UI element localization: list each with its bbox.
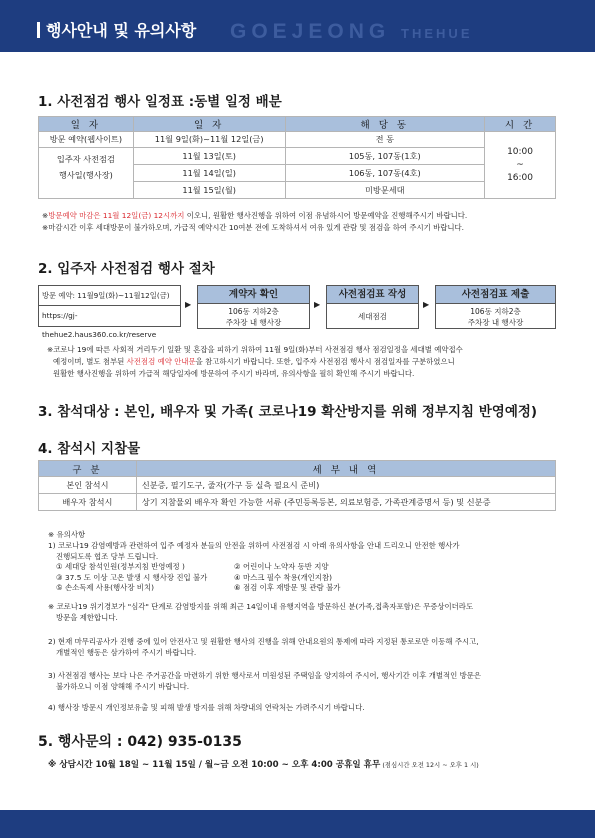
section1-note: ※방문예약 마감은 11월 12일(금) 12시까지 이오니, 원활한 행사진행을 위하여 이점 유념하시어 방문예약을 진행해주시기 바랍니다.: [42, 211, 468, 220]
caution-3: 3) 사전점검 행사는 보다 나은 주거공간을 마련하기 위한 행사로서 미원성된 주택임을 양지하여 주시어, 행사기간 이후 개별적인 방문은 불가하오니 이점 양해해 주시기 바랍니다.: [48, 671, 482, 691]
brand-logo: GOEJEONG THEHUE: [230, 20, 473, 43]
step-checklist-write: 사전점검표 작성 세대점검: [326, 285, 419, 329]
caution-4: 4) 행사장 방문시 개인정보유출 및 피해 발생 방지를 위해 차량내의 연락처는 가려주시기 바랍니다.: [48, 703, 365, 712]
section1-note: ※마감시간 이후 세대방문이 불가하오며, 가급적 예약시간 10여분 전에 도착하셔서 여유 있게 관람 및 점검을 하여 주시기 바랍니다.: [42, 223, 464, 232]
section2-note: ※코로나 19에 따른 사회적 거리두기 일환 및 혼잡을 피하기 위하여 11월 9일(화)부터 사전점검 행사 점검일정을 세대별 예약접수 예정이며, 별도 첨부된 사전점검 예약 안내문을 참고하시기 바랍니다. 또한, 입주자 사전점검 행사시 점검일자를 구분하였으니 원활한 행사진행을 위하여 가급적 해당일자에 방문하여 주시기 바라며, 유의사항을 필히 확인해 주시기 바랍니다.: [47, 345, 463, 378]
section4-title: 4. 참석시 지참물: [38, 441, 141, 457]
arrow-icon: ▶: [423, 300, 430, 309]
col-header: 일 자: [133, 117, 285, 132]
table-cell: 전 동: [285, 132, 485, 148]
table-cell: 입주자 사전점검 행사일(행사장): [39, 148, 134, 199]
time-cell: 10:00 ~ 16:00: [485, 132, 556, 199]
reserve-url[interactable]: https://gj-thehue2.haus360.co.kr/reserve: [39, 305, 180, 344]
items-table: [38, 460, 556, 511]
consult-hours: ※ 상담시간 10월 18일 ~ 11월 15일 / 월~금 오전 10:00 ~ 오후 4:00 공휴일 휴무 (점심시간 오전 12시 ~ 오후 1 시): [48, 760, 479, 770]
col-header: 시 간: [485, 117, 556, 132]
arrow-icon: ▶: [314, 300, 321, 309]
cautions-heading: ※ 유의사항: [48, 530, 86, 539]
header-banner: [0, 0, 595, 52]
section3-title: 3. 참석대상 : 본인, 배우자 및 가족( 코로나19 확산방지를 위해 정부지침 반영예정): [38, 404, 538, 420]
footer-bar: [0, 810, 595, 838]
table-cell: 신분증, 필기도구, 줄자(가구 등 실측 필요시 준비): [136, 477, 555, 494]
col-header: 구 분: [39, 461, 137, 477]
col-header: 일 자: [39, 117, 134, 132]
caution-2: 2) 현재 마무리공사가 진행 중에 있어 안전사고 및 원활한 행사의 진행을 위해 안내요원의 통제에 따라 지정된 통로로만 이동해 주시고, 개별적인 행동은 삼가하여 주시기 바랍니다.: [48, 637, 479, 657]
table-cell: 미방문세대: [285, 182, 485, 199]
section2-title: 2. 입주자 사전점검 행사 절차: [38, 261, 215, 277]
table-cell: 105동, 107동(1호): [285, 148, 485, 165]
table-cell: 상기 지참물외 배우자 확인 가능한 서류 (주민등록등본, 의료보험증, 가족관계증명서 등) 및 신분증: [136, 494, 555, 511]
section1-title: 1. 사전점검 행사 일정표 :동별 일정 배분: [38, 94, 282, 110]
schedule-table: [38, 116, 556, 199]
table-cell: 11월 15일(월): [133, 182, 285, 199]
section5-title: 5. 행사문의 : 042) 935-0135: [38, 734, 242, 750]
step-contract-check: 계약자 확인 106동 지하2층 주차장 내 행사장: [197, 285, 310, 329]
table-cell: 106동, 107동(4호): [285, 165, 485, 182]
caution-1: 1) 코로나19 감염예방과 관련하여 입주 예정자 분들의 안전을 위하여 사전점검 시 아래 유의사항을 안내 드리오니 안전한 행사가 진행되도록 협조 당부 드립니다.: [48, 541, 460, 561]
table-cell: 11월 9일(화)~11월 12일(금): [133, 132, 285, 148]
col-header: 해 당 동: [285, 117, 485, 132]
table-cell: 방문 예약(웹사이트): [39, 132, 134, 148]
page-title: 행사안내 및 유의사항: [46, 21, 197, 40]
table-cell: 본인 참석시: [39, 477, 137, 494]
table-cell: 11월 14일(일): [133, 165, 285, 182]
covid-warning: ※ 코로나19 위기경보가 "심각" 단계로 감염방지를 위해 최근 14일이내 유행지역을 방문하신 분(가족,접촉자포함)은 무증상이더라도 방문을 제한합니다.: [48, 602, 474, 622]
step-checklist-submit: 사전점검표 제출 106동 지하2층 주차장 내 행사장: [435, 285, 556, 329]
table-cell: 11월 13일(토): [133, 148, 285, 165]
reserve-box: 방문 예약: 11월9일(화)~11월12일(금) https://gj-thehue2.haus360.co.kr/reserve: [38, 285, 181, 327]
arrow-icon: ▶: [185, 300, 192, 309]
table-cell: 배우자 참석시: [39, 494, 137, 511]
title-bar-mark: [37, 22, 40, 38]
col-header: 세 부 내 역: [136, 461, 555, 477]
caution-list: ① 세대당 참석인원(정부지침 반영예정 ) ② 어린이나 노약자 동반 지양 ③ 37.5 도 이상 고온 발생 시 행사장 진입 불가 ④ 마스크 필수 착용(개인지참) ⑤ 손소독제 사용(행사장 비치) ⑥ 점검 이후 재방문 및 관람 불가: [56, 562, 341, 592]
